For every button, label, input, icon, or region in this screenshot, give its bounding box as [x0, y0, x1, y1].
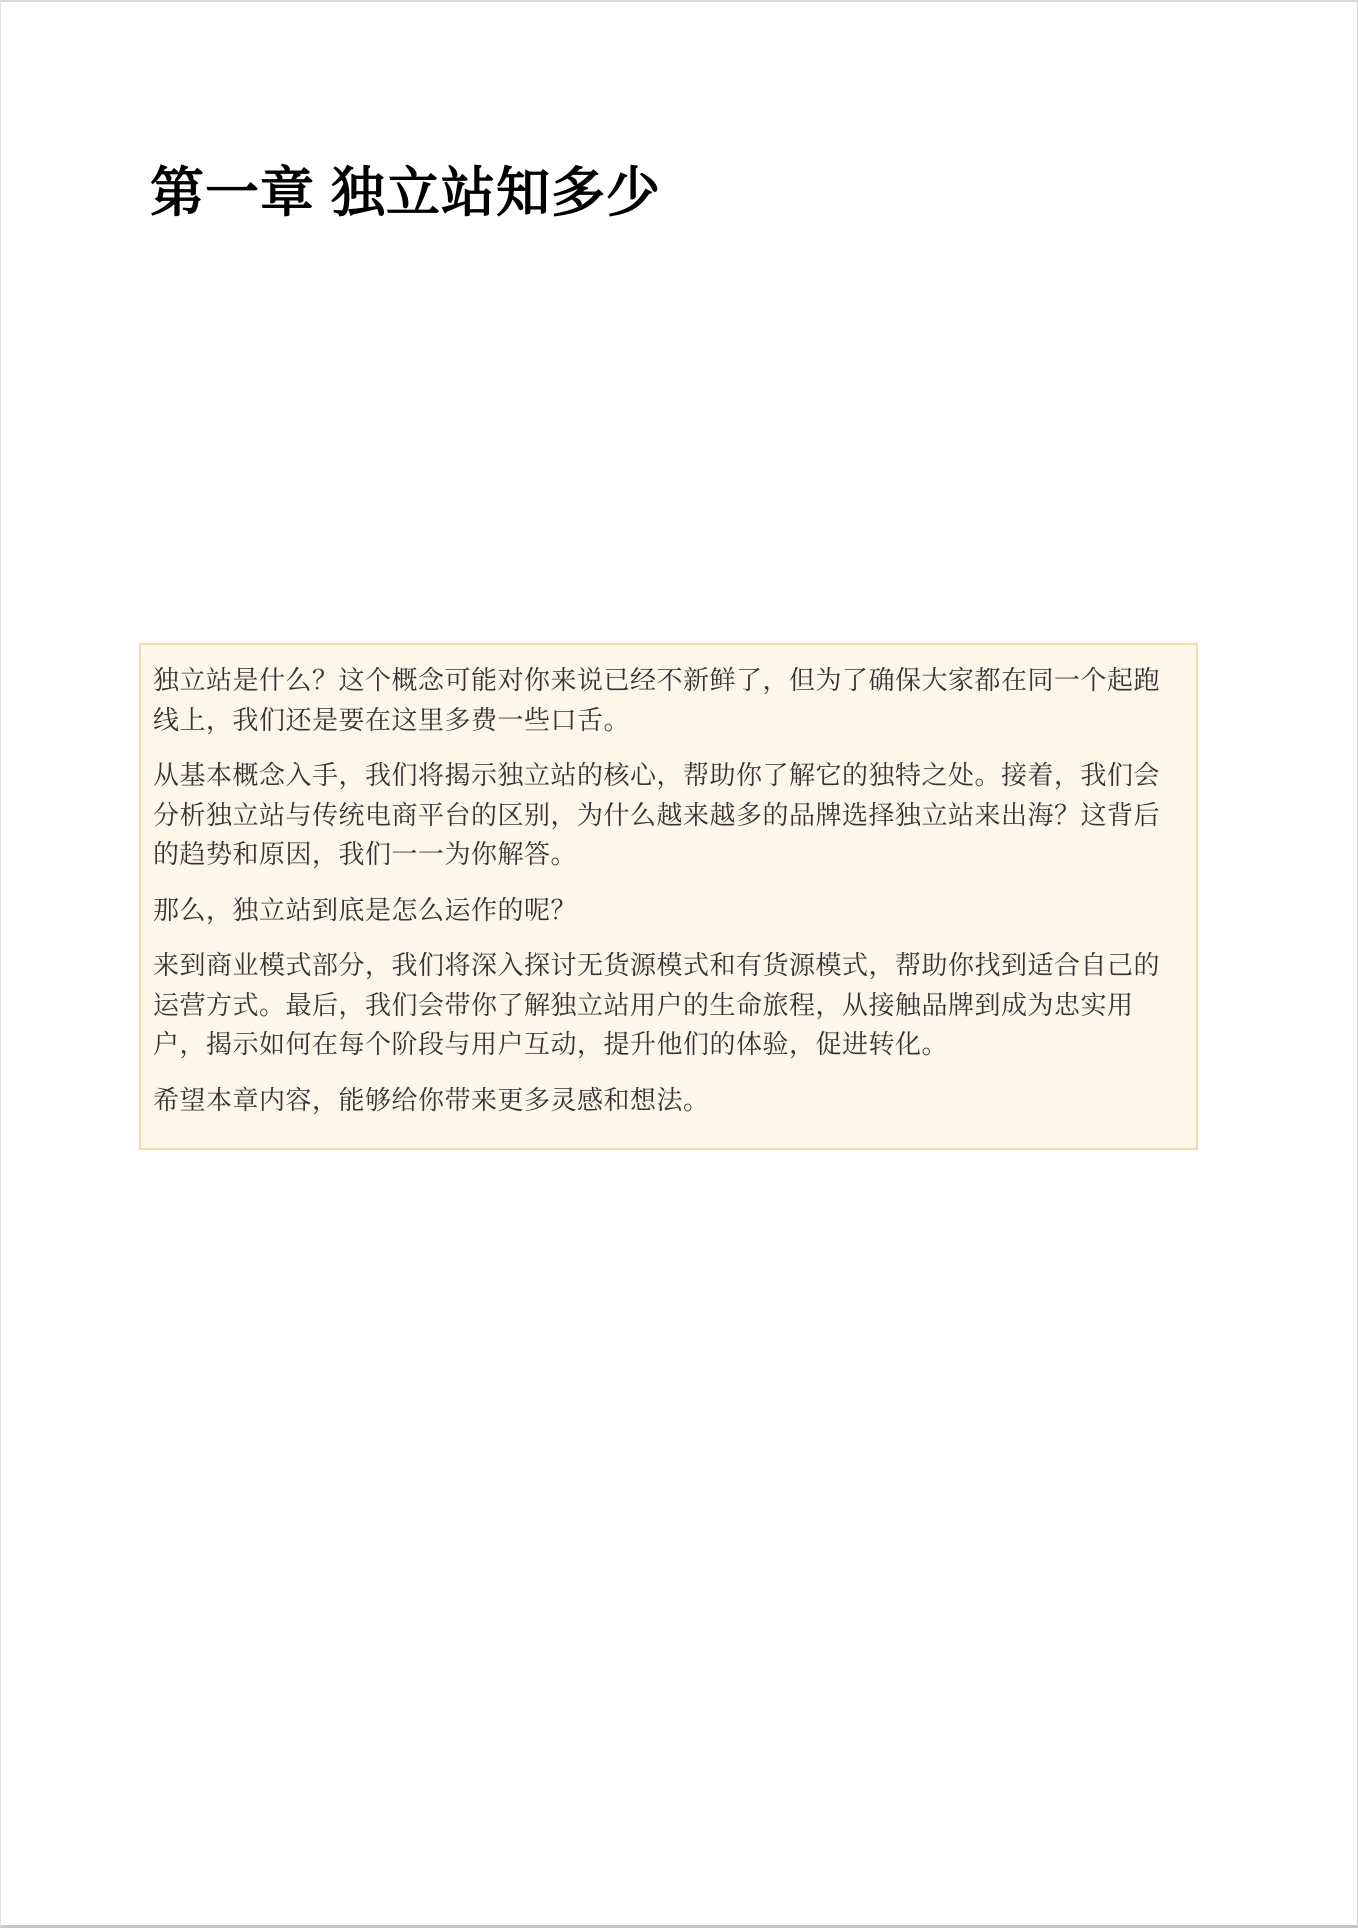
intro-highlight-box	[139, 643, 1198, 1150]
intro-paragraph: 独立站是什么？这个概念可能对你来说已经不新鲜了，但为了确保大家都在同一个起跑线上，我们还是要在这里多费一些口舌。	[153, 665, 1161, 735]
intro-paragraph: 那么，独立站到底是怎么运作的呢？	[153, 894, 578, 925]
intro-paragraph: 从基本概念入手，我们将揭示独立站的核心，帮助你了解它的独特之处。接着，我们会分析独立站与传统电商平台的区别，为什么越来越多的品牌选择独立站来出海？这背后的趋势和原因，我们一一为你解答。	[153, 760, 1161, 869]
intro-paragraph: 来到商业模式部分，我们将深入探讨无货源模式和有货源模式，帮助你找到适合自己的运营方式。最后，我们会带你了解独立站用户的生命旅程，从接触品牌到成为忠实用户，揭示如何在每个阶段与用户互动，提升他们的体验，促进转化。	[153, 950, 1161, 1059]
intro-paragraph: 希望本章内容，能够给你带来更多灵感和想法。	[153, 1084, 710, 1115]
chapter-title: 第一章 独立站知多少	[150, 163, 662, 223]
